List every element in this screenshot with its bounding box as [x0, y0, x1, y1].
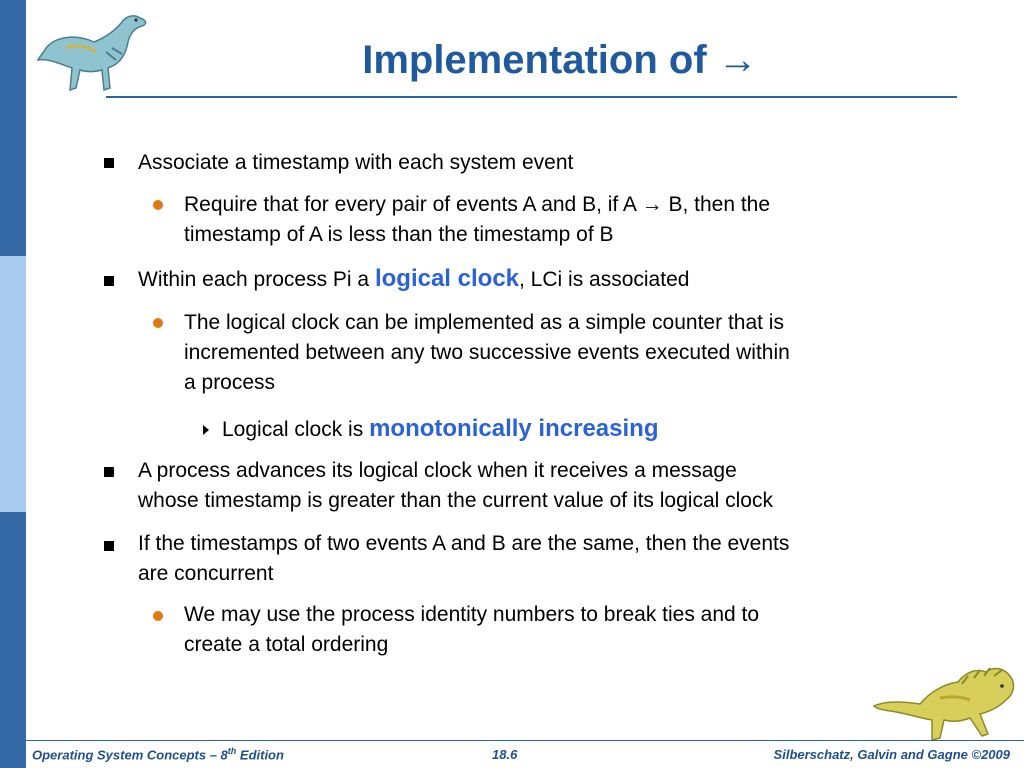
square-bullet-icon [104, 541, 114, 551]
text-span: Require that for every pair of events A and B, if A [184, 193, 636, 216]
page-number: 18.6 [492, 747, 518, 762]
text-span: Operating System Concepts – 8 [32, 747, 228, 762]
dot-bullet-icon [153, 318, 163, 328]
highlight-term: monotonically increasing [369, 415, 659, 442]
footer-left [32, 746, 284, 762]
bullet-text: are concurrent [138, 562, 274, 585]
sub-bullet-text: timestamp of A is less than the timestamp of B [184, 223, 614, 246]
text-span: Within each process Pi a [138, 268, 370, 291]
sub-bullet-text: The logical clock can be implemented as a simple counter that is [184, 311, 784, 334]
sub-bullet-text: We may use the process identity numbers to break ties and to [184, 603, 760, 626]
text-span: Edition [236, 747, 284, 762]
square-bullet-icon [104, 467, 114, 477]
bullet-text: Associate a timestamp with each system event [138, 151, 574, 174]
highlight-term: logical clock [374, 265, 520, 292]
sub-bullet-text [184, 190, 770, 220]
superscript: th [227, 745, 237, 756]
sub-bullet-text: a process [184, 371, 276, 394]
bullet-text: A process advances its logical clock when it receives a message [138, 459, 737, 482]
bullet-text: If the timestamps of two events A and B are the same, then the events [138, 532, 790, 555]
dinosaur-logo-bottom [870, 662, 1020, 748]
sub-sub-bullet-text [222, 414, 658, 445]
sub-bullet-text: create a total ordering [184, 633, 389, 656]
title-text: Implementation of [362, 38, 707, 82]
text-span: Logical clock is [222, 418, 364, 441]
text-span: B, then the [668, 193, 771, 216]
arrow-symbol: → [641, 193, 663, 216]
square-bullet-icon [104, 158, 114, 168]
bullet-text [138, 264, 689, 295]
square-bullet-icon [104, 276, 114, 286]
bullet-text: whose timestamp is greater than the current value of its logical clock [138, 489, 773, 512]
footer-divider [26, 740, 1024, 741]
sub-bullet-text: incremented between any two successive events executed within [184, 341, 790, 364]
text-span: , LCi is associated [519, 268, 690, 291]
dot-bullet-icon [153, 611, 163, 621]
title-arrow: → [717, 38, 758, 82]
dot-bullet-icon [153, 200, 163, 210]
triangle-bullet-icon [203, 425, 209, 435]
footer-right: Silberschatz, Galvin and Gagne ©2009 [773, 747, 1010, 762]
